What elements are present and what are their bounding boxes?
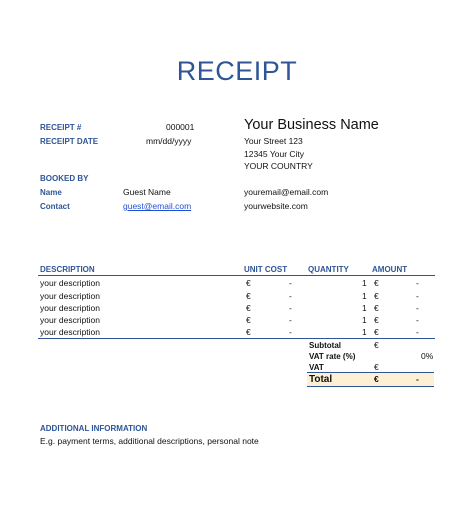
row-description: your description xyxy=(40,315,101,325)
row-unit-cost: - xyxy=(289,327,292,337)
vat-label: VAT xyxy=(309,363,324,372)
row-description: your description xyxy=(40,278,101,288)
row-amount-currency: € xyxy=(374,303,379,313)
row-amount: - xyxy=(416,315,419,325)
col-header-unit-cost: UNIT COST xyxy=(244,265,288,274)
row-amount: - xyxy=(416,278,419,288)
business-street: Your Street 123 xyxy=(244,136,303,146)
row-amount-currency: € xyxy=(374,278,379,288)
row-amount-currency: € xyxy=(374,291,379,301)
receipt-number-value: 000001 xyxy=(166,122,195,132)
row-amount: - xyxy=(416,327,419,337)
row-unit-currency: € xyxy=(246,291,251,301)
row-quantity: 1 xyxy=(362,303,367,313)
total-top-rule xyxy=(307,372,434,373)
row-quantity: 1 xyxy=(362,278,367,288)
row-unit-cost: - xyxy=(289,278,292,288)
total-bottom-rule xyxy=(307,386,434,387)
total-currency: € xyxy=(374,374,379,384)
row-amount-currency: € xyxy=(374,327,379,337)
total-value: - xyxy=(416,374,419,384)
row-amount: - xyxy=(416,303,419,313)
row-quantity: 1 xyxy=(362,327,367,337)
subtotal-currency: € xyxy=(374,340,379,350)
subtotal-label: Subtotal xyxy=(309,341,341,350)
page-title: RECEIPT xyxy=(176,56,298,86)
row-unit-cost: - xyxy=(289,315,292,325)
booked-by-heading: BOOKED BY xyxy=(40,174,89,183)
additional-info-heading: ADDITIONAL INFORMATION xyxy=(40,424,148,433)
receipt-date-label: RECEIPT DATE xyxy=(40,137,99,146)
booked-by-name-label: Name xyxy=(40,188,62,197)
total-label: Total xyxy=(309,374,333,385)
row-unit-cost: - xyxy=(289,303,292,313)
vat-rate-label: VAT rate (%) xyxy=(309,352,356,361)
col-header-quantity: QUANTITY xyxy=(308,265,349,274)
booked-by-contact-label: Contact xyxy=(40,202,70,211)
col-header-amount: AMOUNT xyxy=(372,265,408,274)
additional-info-text: E.g. payment terms, additional descriptions, personal note xyxy=(40,436,259,446)
business-website: yourwebsite.com xyxy=(244,201,308,211)
row-unit-currency: € xyxy=(246,278,251,288)
receipt-number-label: RECEIPT # xyxy=(40,123,82,132)
row-description: your description xyxy=(40,291,101,301)
business-email: youremail@email.com xyxy=(244,187,329,197)
row-description: your description xyxy=(40,327,101,337)
booked-by-name-value: Guest Name xyxy=(123,187,171,197)
row-amount-currency: € xyxy=(374,315,379,325)
vat-currency: € xyxy=(374,362,379,372)
table-bottom-rule xyxy=(38,338,435,339)
vat-rate-value: 0% xyxy=(421,351,434,361)
row-description: your description xyxy=(40,303,101,313)
row-unit-currency: € xyxy=(246,303,251,313)
booked-by-contact-link[interactable]: guest@email.com xyxy=(123,201,192,211)
row-unit-currency: € xyxy=(246,315,251,325)
business-country: YOUR COUNTRY xyxy=(244,161,313,171)
col-header-description: DESCRIPTION xyxy=(40,265,95,274)
row-quantity: 1 xyxy=(362,315,367,325)
row-amount: - xyxy=(416,291,419,301)
business-city: 12345 Your City xyxy=(244,149,305,159)
row-unit-currency: € xyxy=(246,327,251,337)
row-unit-cost: - xyxy=(289,291,292,301)
business-name: Your Business Name xyxy=(244,117,379,133)
table-header-rule xyxy=(38,275,435,276)
row-quantity: 1 xyxy=(362,291,367,301)
receipt-date-value: mm/dd/yyyy xyxy=(146,136,192,146)
